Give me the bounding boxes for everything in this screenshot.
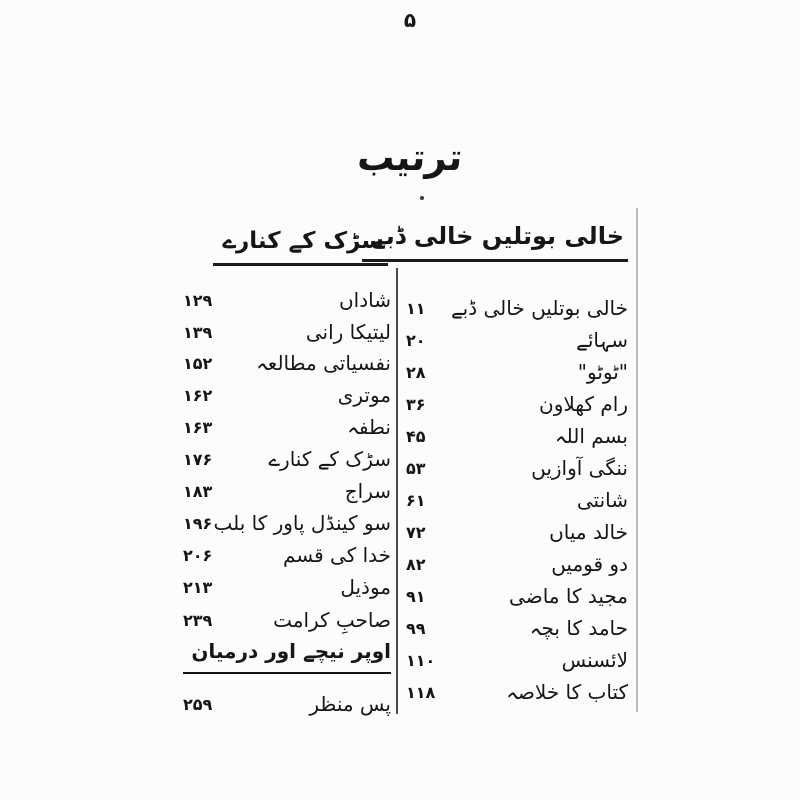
- toc-page-number: ۱۲۹: [183, 290, 213, 310]
- toc-entry-title: خالی بوتلیں خالی ڈبے: [450, 296, 628, 320]
- toc-entry-title: ننگی آوازیں: [531, 456, 628, 480]
- toc-entry-title: خالد میاں: [549, 520, 628, 544]
- toc-page-number: ۲۰۶: [183, 545, 213, 565]
- toc-entry-title: پس منظر: [309, 692, 391, 716]
- section-header-khali-botlein: خالی بوتلیں خالی ڈبے: [362, 222, 628, 262]
- toc-row: [406, 454, 628, 482]
- toc-page-number: ۱۸۳: [183, 481, 213, 501]
- page-edge-rule: [636, 208, 638, 712]
- toc-row: [406, 390, 628, 418]
- toc-entry-title: "ٹوٹو": [577, 360, 628, 384]
- toc-entry-title: کتاب کا خلاصہ: [506, 680, 628, 704]
- toc-page-number: ۴۵: [406, 426, 426, 446]
- toc-page-number: ۵۳: [406, 458, 426, 478]
- ink-speck: [420, 196, 424, 200]
- toc-page-number: ۱۹۶: [183, 513, 213, 533]
- toc-row: [183, 413, 391, 441]
- toc-row: [406, 422, 628, 450]
- toc-row: [406, 550, 628, 578]
- toc-row: [183, 690, 391, 718]
- toc-page-number: ۶۱: [406, 490, 426, 510]
- toc-entry-title: صاحبِ کرامت: [273, 608, 391, 632]
- toc-entry-title: لیتیکا رانی: [305, 320, 391, 344]
- toc-entry-title: اوپر نیچے اور درمیان: [183, 639, 391, 674]
- toc-page-number: ۱۱۰: [406, 650, 436, 670]
- toc-entry-title: لائسنس: [561, 648, 628, 672]
- toc-page-number: ۸۲: [406, 554, 426, 574]
- toc-entry-title: حامد کا بچہ: [529, 616, 628, 640]
- toc-row: [406, 646, 628, 674]
- toc-page-number: ۲۰: [406, 330, 426, 350]
- toc-row: [406, 294, 628, 322]
- toc-page-number: ۷۲: [406, 522, 426, 542]
- toc-row: [183, 541, 391, 569]
- toc-entry-title: سہائے: [576, 328, 628, 352]
- toc-page-number: ۲۵۹: [183, 694, 213, 714]
- toc-page-number: ۱۶۳: [183, 417, 213, 437]
- toc-page-number: ۱۶۲: [183, 385, 213, 405]
- toc-row: [183, 286, 391, 314]
- toc-row: [406, 614, 628, 642]
- toc-row: [183, 318, 391, 346]
- toc-entry-title: نفسیاتی مطالعہ: [256, 351, 391, 375]
- toc-entry-title: بسم اللہ: [554, 424, 628, 448]
- toc-row: [183, 445, 391, 473]
- toc-row: [183, 381, 391, 409]
- toc-page-number: ۱۳۹: [183, 322, 213, 342]
- toc-entry-title: شاداں: [338, 288, 391, 312]
- toc-page-number: ۲۱۳: [183, 577, 213, 597]
- column-divider-rule: [396, 268, 398, 714]
- page-title: ترتیب: [355, 136, 465, 179]
- toc-row: [183, 638, 391, 670]
- toc-row: [406, 678, 628, 706]
- toc-page-number: ۲۸: [406, 362, 426, 382]
- toc-entry-title: نطفہ: [347, 415, 391, 439]
- toc-entry-title: سڑک کے کنارے: [268, 447, 391, 471]
- toc-row: [406, 358, 628, 386]
- toc-page-number: ۱۷۶: [183, 449, 213, 469]
- toc-entry-title: دو قومیں: [551, 552, 628, 576]
- section-header-sarak-ke-kinaray: سڑک کے کنارے: [213, 228, 388, 266]
- toc-row: [406, 326, 628, 354]
- toc-page-number: ۱۱: [406, 298, 426, 318]
- toc-page-number: ۹۹: [406, 618, 426, 638]
- toc-page-number: ۳۶: [406, 394, 426, 414]
- toc-page-number: ۱۱۸: [406, 682, 436, 702]
- toc-row: [183, 509, 391, 537]
- toc-entry-title: سو کینڈل پاور کا بلب: [213, 511, 391, 535]
- toc-entry-title: موذیل: [340, 575, 391, 599]
- page-number: ۵: [403, 8, 417, 32]
- toc-page-number: ۹۱: [406, 586, 426, 606]
- toc-entry-title: موتری: [337, 383, 391, 407]
- toc-entry-title: رام کھلاون: [539, 392, 628, 416]
- toc-entry-title: سراج: [344, 479, 391, 503]
- toc-entry-title: شانتی: [576, 488, 628, 512]
- toc-row: [406, 582, 628, 610]
- toc-entry-title: مجید کا ماضی: [509, 584, 628, 608]
- toc-row: [183, 477, 391, 505]
- toc-row: [406, 518, 628, 546]
- toc-row: [183, 573, 391, 601]
- toc-row: [406, 486, 628, 514]
- toc-entry-title: خدا کی قسم: [282, 543, 391, 567]
- toc-page-number: ۲۳۹: [183, 610, 213, 630]
- toc-page-number: ۱۵۲: [183, 353, 213, 373]
- toc-row: [183, 349, 391, 377]
- toc-row: [183, 606, 391, 634]
